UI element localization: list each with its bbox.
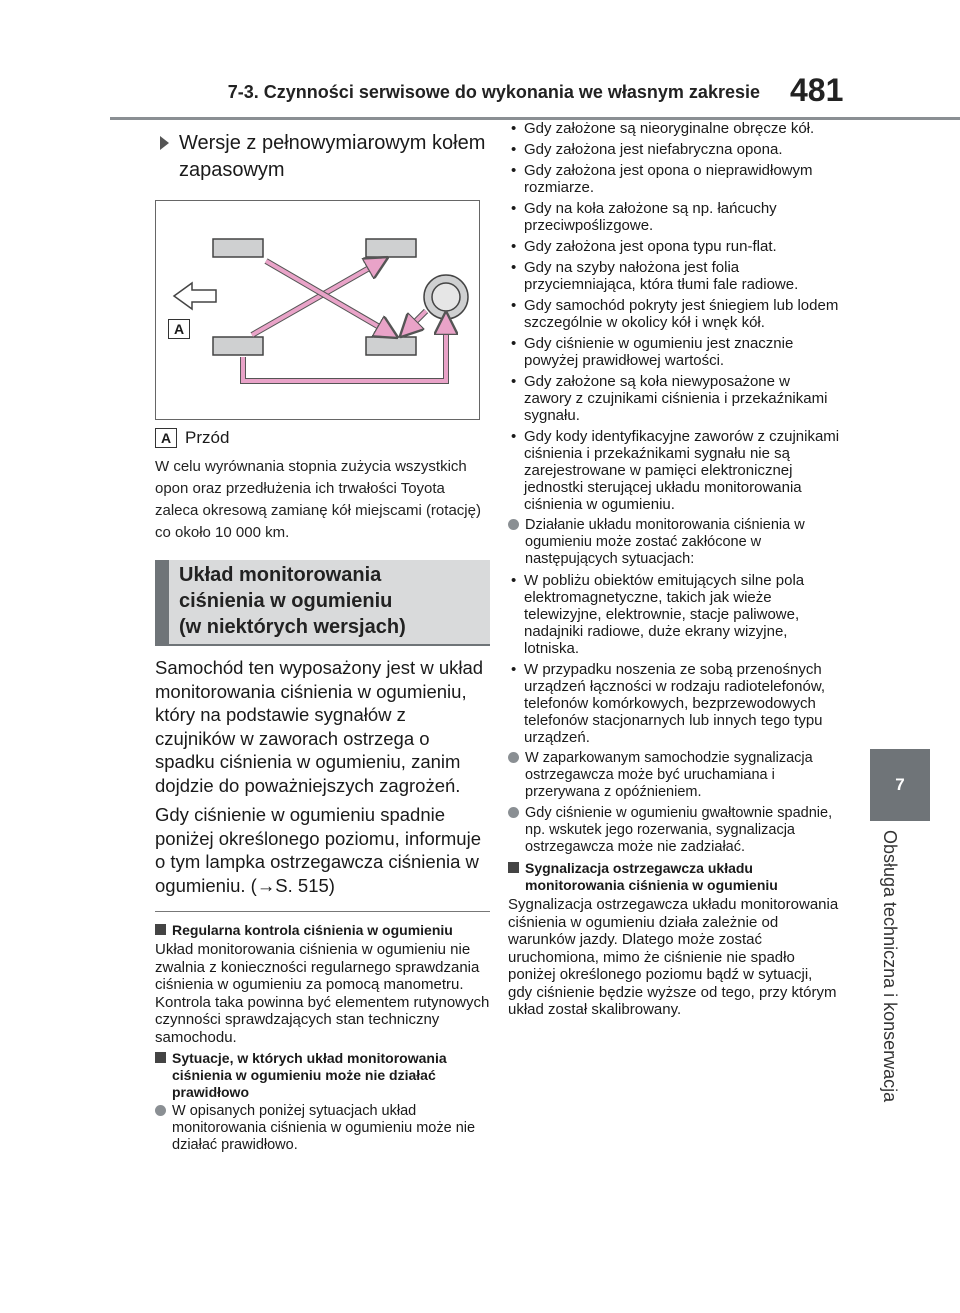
subsection-text: Sygnalizacja ostrzegawcza układu monitorowania ciśnienia w ogumieniu działa zależnie od warunków jazdy. Dlatego może zostać uruchomiona, mimo że ciśnienie nie spadło poniżej określonego poziomu bądź w sytuacji, gdy ciśnienie będzie wyższe od tego, przy którym układ został skalibrowany. <box>508 896 839 1018</box>
tpms-heading-line: ciśnienia w ogumieniu <box>179 590 393 612</box>
right-column <box>508 120 840 1019</box>
section-title: 7-3. Czynności serwisowe do wykonania we własnym zakresie <box>227 82 760 102</box>
tire-front-left <box>213 239 263 257</box>
subsection-heading <box>155 1050 490 1101</box>
legend-badge-a: A <box>155 428 177 448</box>
tire-rear-right <box>366 337 416 355</box>
dot-item-text: W zaparkowanym samochodzie sygnalizacja ostrzegawcza może być uruchamiana i przerywana z opóźnieniem. <box>525 750 813 800</box>
page-number: 481 <box>790 72 844 108</box>
dot-item <box>155 1103 490 1154</box>
list-item: • Gdy założona jest niefabryczna opona. <box>511 141 783 158</box>
list-item: • Gdy kody identyfikacyjne zaworów z czujnikami ciśnienia i przekaźnikami sygnału nie są zarejestrowane w pamięci elektronicznej jednostki sterującej układu monitorowania ciśnienia w ogumieniu. <box>511 428 840 513</box>
list-item: • Gdy ciśnienie w ogumieniu jest znacznie powyżej prawidłowej wartości. <box>511 335 794 369</box>
list-item: • Gdy samochód pokryty jest śniegiem lub lodem szczególnie w okolicy kół i wnęk kół. <box>511 297 839 331</box>
front-arrow-icon <box>174 283 216 309</box>
triangle-bullet-icon <box>160 136 169 150</box>
square-bullet-icon <box>508 862 519 873</box>
circle-bullet-icon <box>508 807 519 818</box>
bullet-list-2 <box>508 572 840 746</box>
list-item: • W przypadku noszenia ze sobą przenośnych urządzeń łączności w rodzaju radiotelefonów, telefonów komórkowych, bezprzewodowych telefonów stacjonarnych lub innych tego typu urządzeń. <box>511 661 826 746</box>
variant-heading-text: Wersje z pełnowymiarowym kołem zapasowym <box>179 132 486 181</box>
list-item: • Gdy na koła założone są np. łańcuchy przeciwpoślizgowe. <box>511 200 777 234</box>
tpms-intro-paragraph: Samochód ten wyposażony jest w układ monitorowania ciśnienia w ogumieniu, który na podstawie sygnałów z czujników w zaworach ostrzega o spadku ciśnienia w ogumieniu, zanim dojdzie do poważniejszych zagrożeń. <box>155 657 484 796</box>
list-item: • Gdy założone są koła niewyposażone w zawory z czujnikami ciśnienia i przekaźnikami sygnału. <box>511 373 828 424</box>
circle-bullet-icon <box>508 752 519 763</box>
dot-item-text: Działanie układu monitorowania ciśnienia w ogumieniu może zostać zakłócone w następujących sytuacjach: <box>525 517 805 567</box>
circle-bullet-icon <box>155 1105 166 1116</box>
variant-heading <box>155 130 490 184</box>
subsection-heading-text: Sygnalizacja ostrzegawcza układu monitorowania ciśnienia w ogumieniu <box>525 860 778 893</box>
circle-bullet-icon <box>508 519 519 530</box>
subsection-heading-text: Regularna kontrola ciśnienia w ogumieniu <box>172 922 453 938</box>
list-item: • Gdy założone są nieoryginalne obręcze kół. <box>511 120 815 137</box>
tire-rotation-diagram <box>156 201 481 421</box>
figure-legend <box>155 428 490 448</box>
subsection-heading-text: Sytuacje, w których układ monitorowania ciśnienia w ogumieniu może nie działać prawidłowo <box>172 1050 447 1100</box>
chapter-tab[interactable]: 7 <box>870 749 930 821</box>
figure-badge-a: A <box>168 319 190 339</box>
tire-rear-left <box>213 337 263 355</box>
list-item: • Gdy założona jest opona typu run-flat. <box>511 238 777 255</box>
dot-item <box>508 805 840 856</box>
list-item: • W pobliżu obiektów emitujących silne pola elektromagnetyczne, takich jak wieże telewizyjne, elektrownie, stacje paliwowe, nadajniki radiowe, duże ekrany wizyjne, lotniska. <box>511 572 805 657</box>
dot-item <box>508 750 840 801</box>
tpms-heading-line: Układ monitorowania <box>179 564 382 586</box>
divider <box>155 911 490 912</box>
dot-item <box>508 517 840 568</box>
tpms-heading-line: (w niektórych wersjach) <box>179 616 406 638</box>
chapter-label: Obsługa techniczna i konserwacja <box>880 830 900 1103</box>
square-bullet-icon <box>155 924 166 935</box>
subsection-heading <box>155 922 490 939</box>
list-item: • Gdy założona jest opona o nieprawidłowym rozmiarze. <box>511 162 813 196</box>
page-header <box>0 0 960 118</box>
bullet-list-1 <box>508 120 840 513</box>
tpms-section-heading <box>155 560 490 646</box>
square-bullet-icon <box>155 1052 166 1063</box>
dot-item-text: W opisanych poniżej sytuacjach układ monitorowania ciśnienia w ogumieniu może nie działać prawidłowo. <box>172 1103 476 1153</box>
tpms-warning-paragraph: Gdy ciśnienie w ogumieniu spadnie poniżej określonego poziomu, informuje o tym lampka ostrzegawcza ciśnienia w ogumieniu. (→S. 515) <box>155 804 481 896</box>
subsection-text: Układ monitorowania ciśnienia w ogumieniu nie zwalnia z konieczności regularnego sprawdzania ciśnienia w ogumieniu za pomocą manometru. Kontrola taka powinna być elementem rutynowych czynności sprawdzających stan techniczny samochodu. <box>155 941 490 1046</box>
legend-label: Przód <box>185 428 230 447</box>
dot-item-text: Gdy ciśnienie w ogumieniu gwałtownie spadnie, np. wskutek jego rozerwania, sygnalizacja ostrzegawcza może nie zadziałać. <box>525 805 833 855</box>
left-column <box>155 120 490 1154</box>
list-item: • Gdy na szyby nałożona jest folia przyciemniająca, która tłumi fale radiowe. <box>511 259 799 293</box>
rotation-text: W celu wyrównania stopnia zużycia wszystkich opon oraz przedłużenia ich trwałości Toyota zaleca okresową zamianę kół miejscami (rotację) co około 10 000 km. <box>155 458 481 541</box>
tire-front-right <box>366 239 416 257</box>
tire-rotation-figure <box>155 200 480 420</box>
spare-wheel-inner <box>432 283 460 311</box>
subsection-heading <box>508 860 840 894</box>
